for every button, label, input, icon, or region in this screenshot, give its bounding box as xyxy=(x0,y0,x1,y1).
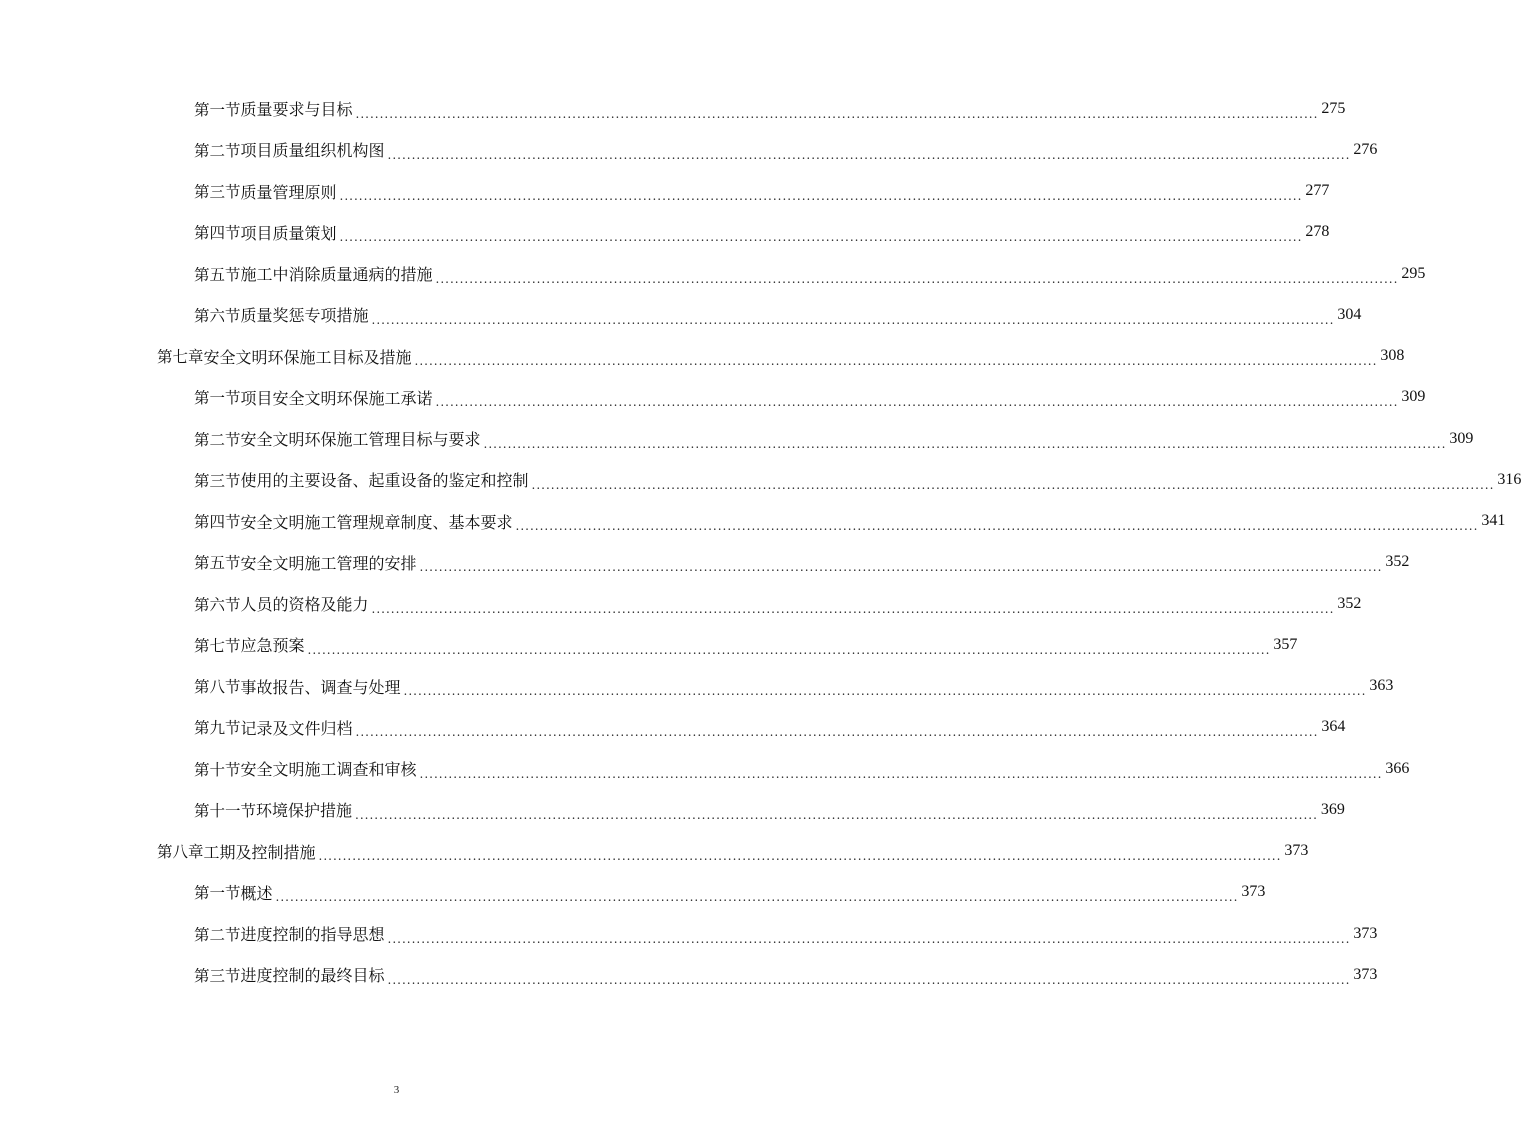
toc-entry-page: 373 xyxy=(1353,965,1378,983)
toc-leader-dots: ........................................................................................................................................................................................................ xyxy=(355,106,1319,121)
toc-entry-page: 373 xyxy=(1284,842,1309,860)
toc-section-entry[interactable] xyxy=(0,666,1394,707)
toc-entry-page: 366 xyxy=(1385,759,1410,777)
toc-section-entry[interactable] xyxy=(0,501,1506,542)
toc-entry-title: 事故报告、调查与处理 xyxy=(240,677,401,697)
toc-entry-title: 进度控制的最终目标 xyxy=(240,966,385,986)
toc-entry-page: 308 xyxy=(1380,347,1405,365)
toc-section-entry[interactable] xyxy=(0,707,1346,748)
toc-entry-page: 295 xyxy=(1401,264,1426,282)
toc-entry-page: 373 xyxy=(1353,924,1378,942)
toc-entry-page: 352 xyxy=(1337,594,1362,612)
toc-leader-dots: ........................................................................................................................................................................................................ xyxy=(339,189,1303,204)
toc-entry-title: 质量奖惩专项措施 xyxy=(240,306,369,326)
toc-entry-title: 应急预案 xyxy=(240,636,305,656)
toc-leader-dots: ........................................................................................................................................................................................................ xyxy=(371,312,1335,327)
toc-entry-number: 第五节 xyxy=(194,265,241,284)
toc-leader-dots: ........................................................................................................................................................................................................ xyxy=(414,354,1378,369)
toc-section-entry[interactable] xyxy=(0,459,1521,500)
toc-leader-dots: ........................................................................................................................................................................................................ xyxy=(387,972,1351,987)
toc-entry-number: 第十节 xyxy=(194,760,241,779)
toc-entry-number: 第六节 xyxy=(194,595,241,614)
toc-entry-title: 安全文明施工管理的安排 xyxy=(240,553,417,573)
toc-leader-dots: ........................................................................................................................................................................................................ xyxy=(339,230,1303,245)
toc-entry-title: 使用的主要设备、起重设备的鉴定和控制 xyxy=(240,471,529,491)
toc-entry-title: 安全文明环保施工管理目标与要求 xyxy=(240,430,481,450)
toc-entry-title: 项目质量策划 xyxy=(240,223,337,243)
toc-section-entry[interactable] xyxy=(0,171,1330,212)
toc-leader-dots: ........................................................................................................................................................................................................ xyxy=(387,931,1351,946)
toc-chapter-entry[interactable] xyxy=(0,831,1309,872)
toc-entry-page: 309 xyxy=(1401,388,1426,406)
toc-entry-page: 278 xyxy=(1305,223,1330,241)
toc-section-entry[interactable] xyxy=(0,748,1410,789)
toc-leader-dots: ........................................................................................................................................................................................................ xyxy=(318,849,1282,864)
toc-entry-number: 第五节 xyxy=(194,554,241,573)
toc-entry-title: 安全文明施工调查和审核 xyxy=(240,760,417,780)
toc-entry-page: 341 xyxy=(1481,512,1506,530)
toc-entry-page: 352 xyxy=(1385,553,1410,571)
toc-entry-number: 第三节 xyxy=(194,471,241,490)
toc-entry-number: 第八节 xyxy=(194,678,241,697)
toc-entry-page: 364 xyxy=(1321,718,1346,736)
toc-section-entry[interactable] xyxy=(0,542,1410,583)
toc-leader-dots: ........................................................................................................................................................................................................ xyxy=(515,519,1479,534)
toc-entry-title: 项目安全文明环保施工承诺 xyxy=(240,388,433,408)
toc-leader-dots: ........................................................................................................................................................................................................ xyxy=(371,601,1335,616)
toc-leader-dots: ........................................................................................................................................................................................................ xyxy=(531,477,1495,492)
toc-leader-dots: ........................................................................................................................................................................................................ xyxy=(419,560,1383,575)
toc-entry-number: 第七章 xyxy=(157,348,204,367)
toc-entry-number: 第一节 xyxy=(194,100,241,119)
toc-section-entry[interactable] xyxy=(0,789,1345,830)
toc-entry-page: 363 xyxy=(1369,677,1394,695)
toc-section-entry[interactable] xyxy=(0,212,1330,253)
toc-entry-title: 安全文明施工管理规章制度、基本要求 xyxy=(240,512,513,532)
toc-entry-title: 人员的资格及能力 xyxy=(240,595,369,615)
toc-entry-title: 环境保护措施 xyxy=(256,801,353,821)
toc-entry-page: 357 xyxy=(1273,635,1298,653)
toc-entry-title: 项目质量组织机构图 xyxy=(240,141,385,161)
toc-entry-title: 质量管理原则 xyxy=(240,182,337,202)
toc-entry-title: 质量要求与目标 xyxy=(240,100,353,120)
toc-entry-number: 第六节 xyxy=(194,306,241,325)
toc-entry-page: 276 xyxy=(1353,140,1378,158)
toc-entry-page: 304 xyxy=(1337,305,1362,323)
toc-entry-page: 309 xyxy=(1449,429,1474,447)
toc-entry-number: 第四节 xyxy=(194,224,241,243)
toc-entry-number: 第四节 xyxy=(194,513,241,532)
toc-entry-number: 第八章 xyxy=(157,843,204,862)
toc-section-entry[interactable] xyxy=(0,418,1474,459)
toc-entry-number: 第一节 xyxy=(194,884,241,903)
table-of-contents xyxy=(0,88,1521,996)
toc-entry-number: 第三节 xyxy=(194,183,241,202)
toc-entry-title: 工期及控制措施 xyxy=(203,842,316,862)
toc-entry-number: 第二节 xyxy=(194,141,241,160)
toc-entry-title: 概述 xyxy=(240,883,273,903)
toc-entry-number: 第三节 xyxy=(194,966,241,985)
toc-leader-dots: ........................................................................................................................................................................................................ xyxy=(435,271,1399,286)
toc-entry-number: 第二节 xyxy=(194,925,241,944)
toc-section-entry[interactable] xyxy=(0,377,1426,418)
toc-section-entry[interactable] xyxy=(0,88,1346,129)
toc-chapter-entry[interactable] xyxy=(0,336,1405,377)
toc-entry-title: 施工中消除质量通病的措施 xyxy=(240,265,433,285)
toc-entry-page: 275 xyxy=(1321,99,1346,117)
toc-entry-page: 277 xyxy=(1305,182,1330,200)
toc-leader-dots: ........................................................................................................................................................................................................ xyxy=(275,890,1239,905)
toc-leader-dots: ........................................................................................................................................................................................................ xyxy=(307,642,1271,657)
toc-entry-number: 第一节 xyxy=(194,389,241,408)
toc-section-entry[interactable] xyxy=(0,129,1378,170)
toc-entry-number: 第七节 xyxy=(194,636,241,655)
page-number: 3 xyxy=(393,1084,400,1096)
toc-section-entry[interactable] xyxy=(0,294,1362,335)
toc-section-entry[interactable] xyxy=(0,253,1426,294)
toc-leader-dots: ........................................................................................................................................................................................................ xyxy=(419,766,1383,781)
toc-entry-number: 第九节 xyxy=(194,719,241,738)
toc-entry-page: 316 xyxy=(1497,470,1521,488)
toc-entry-page: 369 xyxy=(1320,800,1345,818)
toc-leader-dots: ........................................................................................................................................................................................................ xyxy=(435,395,1399,410)
toc-section-entry[interactable] xyxy=(0,583,1362,624)
toc-section-entry[interactable] xyxy=(0,624,1298,665)
toc-leader-dots: ........................................................................................................................................................................................................ xyxy=(355,807,1318,822)
toc-section-entry[interactable] xyxy=(0,954,1378,995)
toc-section-entry[interactable] xyxy=(0,913,1378,954)
toc-entry-number: 第十一节 xyxy=(194,801,257,820)
toc-entry-title: 安全文明环保施工目标及措施 xyxy=(203,347,412,367)
toc-leader-dots: ........................................................................................................................................................................................................ xyxy=(355,725,1319,740)
toc-section-entry[interactable] xyxy=(0,872,1266,913)
toc-entry-page: 373 xyxy=(1241,883,1266,901)
toc-entry-number: 第二节 xyxy=(194,430,241,449)
toc-leader-dots: ........................................................................................................................................................................................................ xyxy=(403,684,1367,699)
toc-entry-title: 进度控制的指导思想 xyxy=(240,925,385,945)
toc-leader-dots: ........................................................................................................................................................................................................ xyxy=(483,436,1447,451)
toc-leader-dots: ........................................................................................................................................................................................................ xyxy=(387,147,1351,162)
toc-entry-title: 记录及文件归档 xyxy=(240,718,353,738)
